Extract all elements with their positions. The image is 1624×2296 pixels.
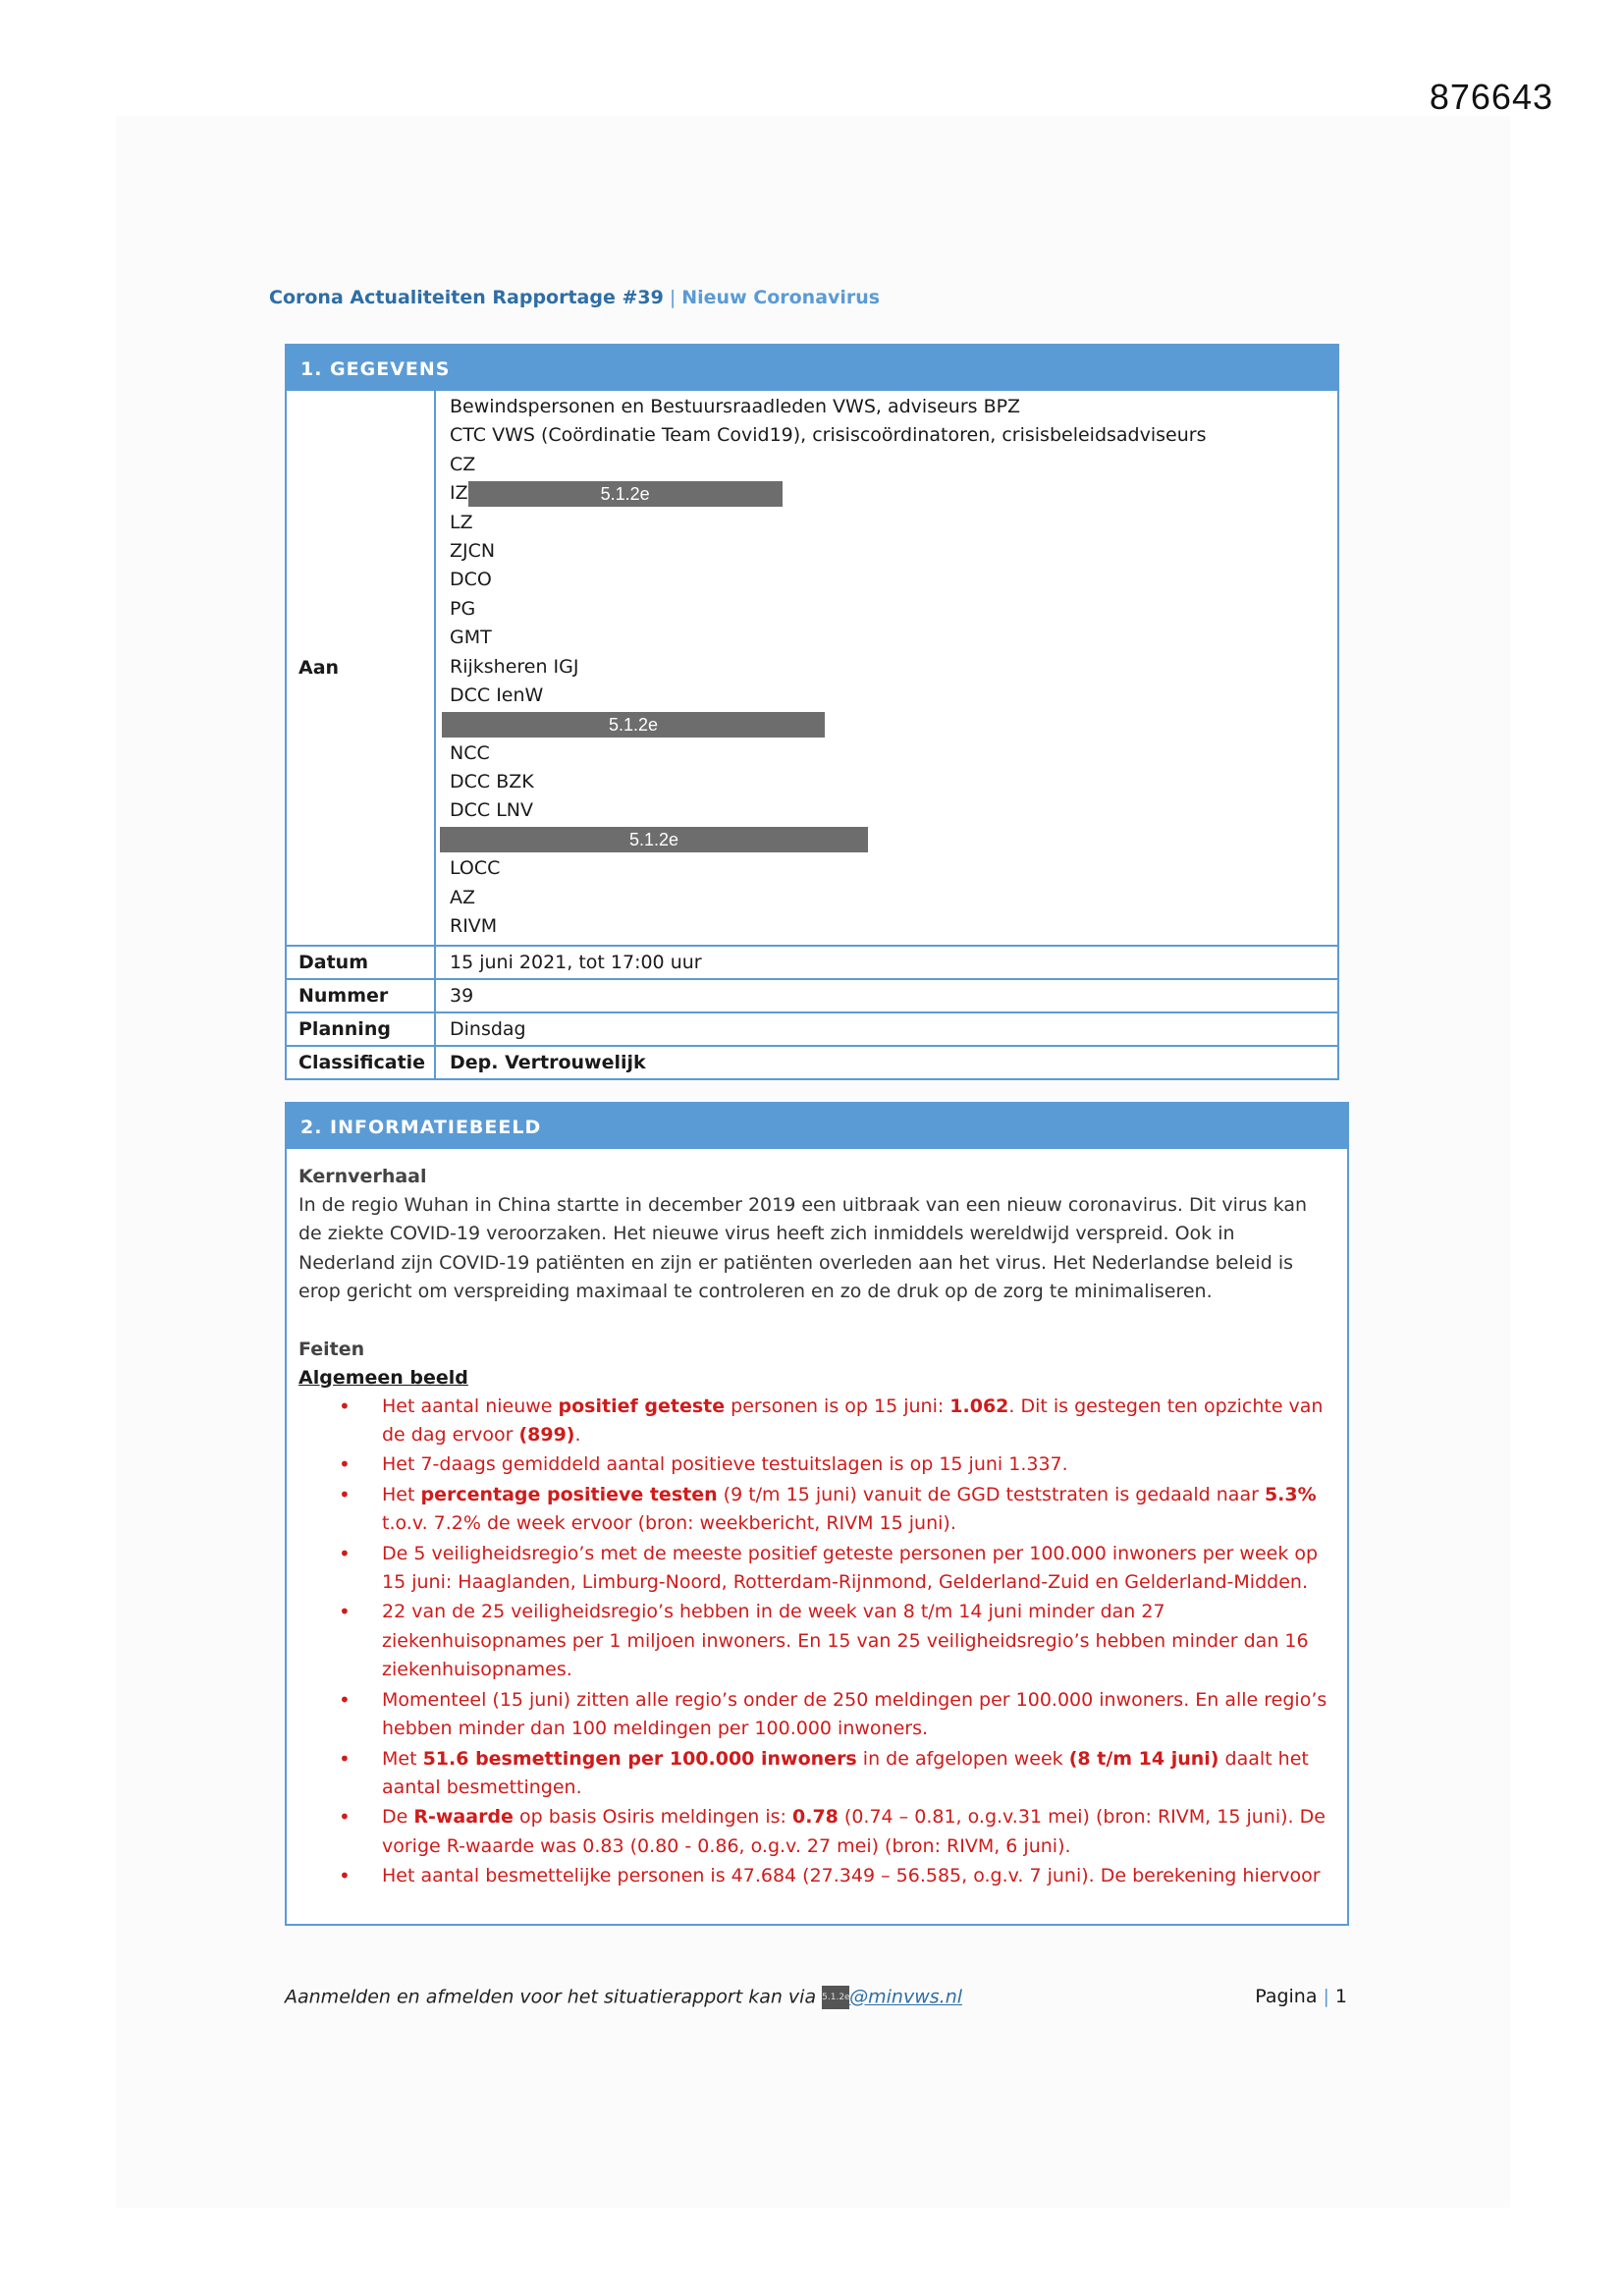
fact-text: in de afgelopen week <box>856 1747 1069 1770</box>
fact-highlight: (8 t/m 14 juni) <box>1068 1747 1219 1770</box>
recipient-item: ZJCN <box>450 539 496 562</box>
fact-text: (9 t/m 15 juni) vanuit de GGD teststraten is gedaald naar <box>717 1483 1265 1505</box>
section-gegevens <box>285 344 1339 1080</box>
row-datum <box>287 945 1337 978</box>
recipient-item: DCC LNV <box>450 799 533 822</box>
recipient-item: CZ <box>450 453 476 475</box>
datum-value: 15 juni 2021, tot 17:00 uur <box>450 952 702 974</box>
redaction-box: 5.1.2e <box>440 827 868 852</box>
nummer-label: Nummer <box>287 980 436 1011</box>
row-nummer <box>287 978 1337 1011</box>
fact-text: 22 van de 25 veiligheidsregio’s hebben in de week van 8 t/m 14 juni minder dan 27 ziekenhuisopnames per 1 miljoen inwoners. En 15 van 25 veiligheidsregio’s hebben minder dan 16 ziekenhuisopnames. <box>382 1601 1309 1681</box>
footer-subscribe-note <box>285 1986 962 2009</box>
fact-item <box>382 1450 1335 1479</box>
fact-highlight: 0.78 <box>792 1806 839 1829</box>
aan-label: Aan <box>287 391 436 945</box>
classificatie-value: Dep. Vertrouwelijk <box>450 1052 646 1074</box>
fact-highlight: (899) <box>518 1424 575 1447</box>
classificatie-label: Classificatie <box>287 1047 436 1078</box>
section-informatiebeeld <box>285 1102 1349 1926</box>
recipient-item-redacted <box>436 710 1337 738</box>
page-footer <box>285 1986 1347 2009</box>
redaction-box: 5.1.2e <box>468 481 783 507</box>
fact-text: . <box>574 1424 581 1447</box>
recipient-item: CTC VWS (Coördinatie Team Covid19), crisiscoördinatoren, crisisbeleidsadviseurs <box>450 424 1207 447</box>
informatiebeeld-body <box>287 1149 1347 1891</box>
report-header <box>269 287 880 308</box>
recipient-item: DCC BZK <box>450 771 534 793</box>
kernverhaal-text: In de regio Wuhan in China startte in december 2019 een uitbraak van een nieuw coronavirus. Dit virus kan de ziekte COVID-19 veroorzaken. Het nieuwe virus heeft zich inmiddels wereldwijd verspreid. Ook in Nederland zijn COVID-19 patiënten en zijn er patiënten overleden aan het virus. Het Nederlandse beleid is erop gericht om verspreiding maximaal te controleren en zo de druk op de zorg te minimaliseren. <box>298 1194 1308 1303</box>
row-planning <box>287 1011 1337 1045</box>
recipient-item-redacted <box>436 826 1337 854</box>
footer-email-link[interactable]: @minvws.nl <box>849 1986 963 2008</box>
fact-text: Het 7-daags gemiddeld aantal positieve testuitslagen is op 15 juni 1.337. <box>382 1453 1068 1476</box>
fact-highlight: 51.6 besmettingen per 100.000 inwoners <box>422 1747 857 1770</box>
section-gegevens-heading: 1. GEGEVENS <box>287 346 1337 391</box>
fact-highlight: positief geteste <box>558 1394 726 1417</box>
nummer-value: 39 <box>450 985 474 1008</box>
fact-item <box>382 1481 1335 1539</box>
report-subtitle: Nieuw Coronavirus <box>681 287 881 308</box>
page-indicator <box>1255 1986 1347 2009</box>
recipient-item: AZ <box>450 886 476 908</box>
row-classificatie <box>287 1045 1337 1078</box>
recipient-item: LZ <box>450 511 473 533</box>
fact-text: Momenteel (15 juni) zitten alle regio’s onder de 250 meldingen per 100.000 inwoners. En alle regio’s hebben minder dan 100 meldingen per 100.000 inwoners. <box>382 1688 1327 1740</box>
fact-text: personen is op 15 juni: <box>725 1394 950 1417</box>
footer-text: Aanmelden en afmelden voor het situatierapport kan via <box>285 1986 817 2008</box>
recipient-item: RIVM <box>450 915 498 938</box>
fact-text: Met <box>382 1747 423 1770</box>
feiten-heading: Feiten <box>298 1338 365 1360</box>
fact-item <box>382 1598 1335 1684</box>
recipient-item: Rijksheren IGJ <box>450 655 579 678</box>
fact-item <box>382 1862 1335 1890</box>
fact-text: op basis Osiris meldingen is: <box>513 1806 792 1829</box>
kernverhaal-heading: Kernverhaal <box>298 1166 427 1187</box>
fact-text: Het aantal besmettelijke personen is 47.684 (27.349 – 56.585, o.g.v. 7 juni). De berekening hiervoor <box>382 1865 1321 1887</box>
page-label: Pagina <box>1255 1986 1318 2007</box>
facts-list <box>298 1393 1335 1891</box>
recipient-list <box>436 391 1337 945</box>
algemeen-beeld-heading: Algemeen beeld <box>298 1366 468 1389</box>
fact-text: . Dit is gestegen ten opzichte van de dag ervoor <box>382 1394 1324 1447</box>
fact-item <box>382 1540 1335 1598</box>
fact-highlight: 5.3% <box>1264 1483 1317 1505</box>
fact-item <box>382 1803 1335 1861</box>
fact-text: t.o.v. 7.2% de week ervoor (bron: weekbericht, RIVM 15 juni). <box>382 1512 956 1535</box>
planning-label: Planning <box>287 1013 436 1045</box>
recipient-item: Bewindspersonen en Bestuursraadleden VWS, adviseurs BPZ <box>450 396 1021 417</box>
report-title: Corona Actualiteiten Rapportage #39 <box>269 287 664 308</box>
fact-highlight: R-waarde <box>413 1806 514 1829</box>
recipient-label: IZ <box>450 482 468 505</box>
redaction-box: 5.1.2e <box>442 712 825 738</box>
document-number: 876643 <box>1429 77 1553 117</box>
fact-text: (0.74 – 0.81, o.g.v.31 mei) (bron: RIVM, 15 juni). De vorige R-waarde was 0.83 (0.80 - 0.86, o.g.v. 27 mei) (bron: RIVM, 6 juni). <box>382 1806 1326 1857</box>
fact-text: De <box>382 1806 414 1829</box>
page-separator: | <box>1323 1986 1329 2007</box>
fact-item <box>382 1745 1335 1803</box>
recipient-item <box>436 479 1337 508</box>
fact-item <box>382 1393 1335 1450</box>
row-aan <box>287 391 1337 945</box>
fact-highlight: 1.062 <box>949 1394 1009 1417</box>
footer-redaction: 5.1.2e <box>822 1986 849 2009</box>
header-separator: | <box>669 287 677 308</box>
fact-text: De 5 veiligheidsregio’s met de meeste positief geteste personen per 100.000 inwoners per week op 15 juni: Haaglanden, Limburg-Noord, Rotterdam-Rijnmond, Gelderland-Zuid en Gelderland-Midden. <box>382 1542 1319 1594</box>
section-informatiebeeld-heading: 2. INFORMATIEBEELD <box>287 1104 1347 1149</box>
recipient-item: DCO <box>450 569 492 591</box>
recipient-item: GMT <box>450 627 492 649</box>
fact-text: Het <box>382 1483 421 1505</box>
datum-label: Datum <box>287 947 436 978</box>
recipient-item: DCC IenW <box>450 683 544 706</box>
fact-highlight: percentage positieve testen <box>420 1483 718 1505</box>
page-number: 1 <box>1334 1986 1347 2007</box>
planning-value: Dinsdag <box>450 1018 526 1041</box>
recipient-item: NCC <box>450 741 490 764</box>
recipient-item: PG <box>450 597 476 620</box>
recipient-item: LOCC <box>450 857 501 880</box>
fact-item <box>382 1686 1335 1744</box>
fact-text: Het aantal nieuwe <box>382 1394 559 1417</box>
fact-text: daalt het aantal besmettingen. <box>382 1747 1309 1798</box>
